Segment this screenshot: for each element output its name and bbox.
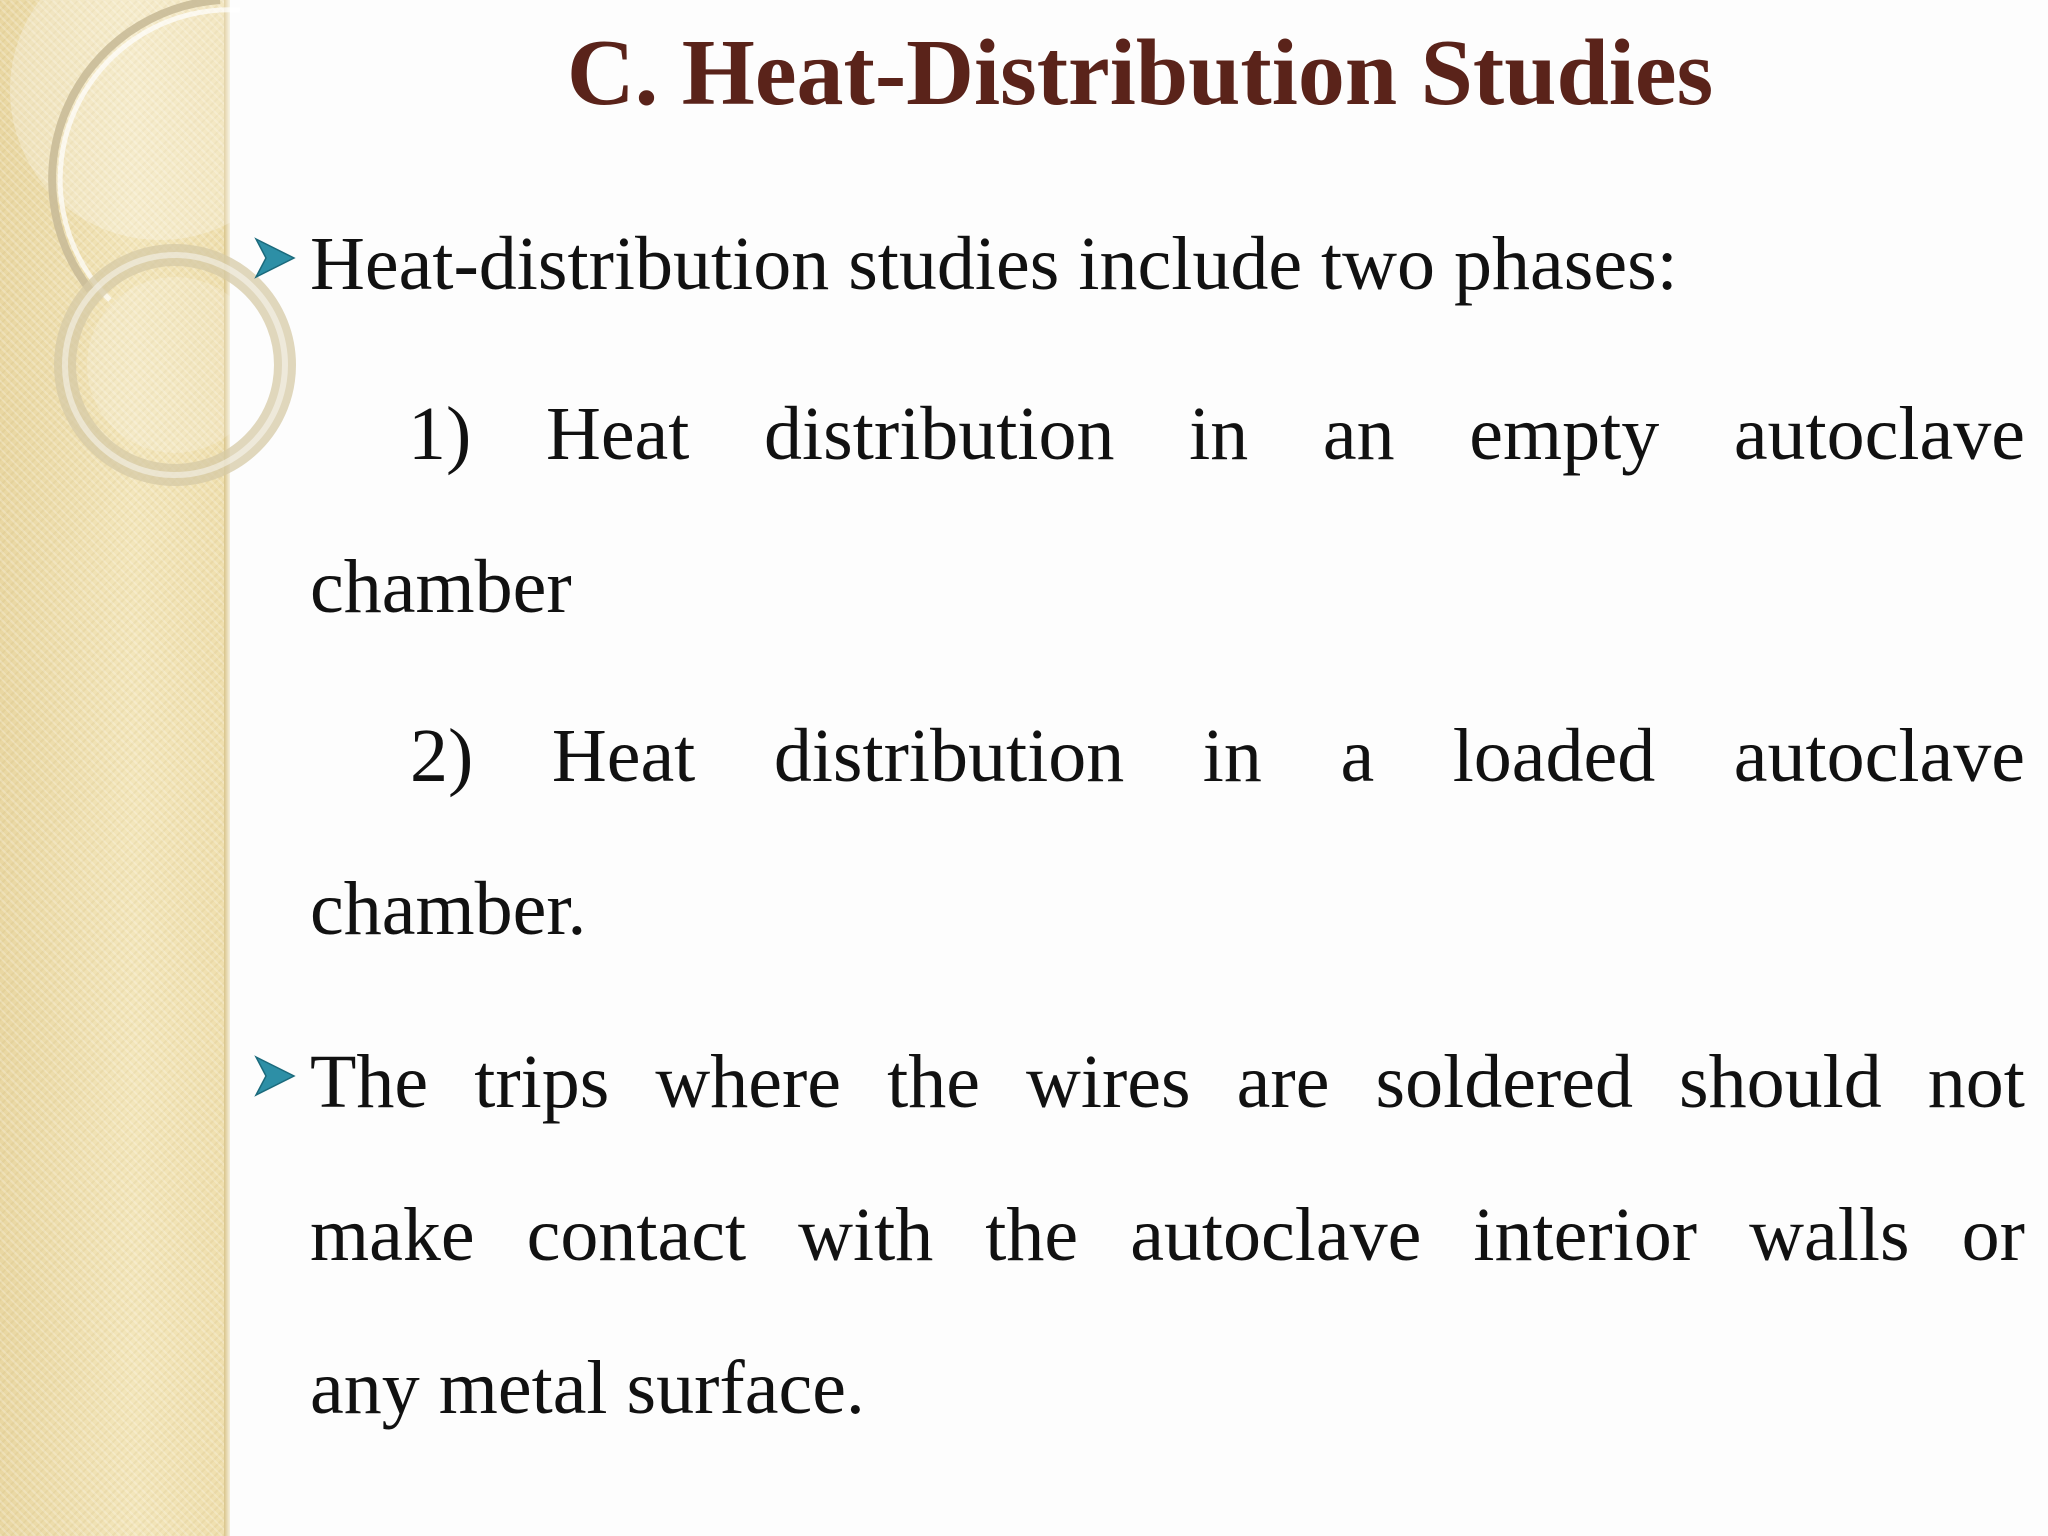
slide-title: C. Heat-Distribution Studies (566, 21, 1714, 125)
bullet-2-line-1: The trips where the wires are soldered should not (310, 1040, 2025, 1124)
bullet-1-item-1-continuation: chamber (310, 545, 572, 629)
bullet-1-line-1: Heat-distribution studies include two phases: (310, 222, 1678, 306)
bullet-1-item-2-continuation: chamber. (310, 867, 587, 951)
bullet-1-item-2-line: 2) Heat distribution in a loaded autoclave (410, 714, 2025, 798)
arrow-bullet-icon (252, 1053, 298, 1099)
bullet-2-line-2: make contact with the autoclave interior walls or (310, 1193, 2025, 1277)
bullet-1-item-1-line: 1) Heat distribution in an empty autoclave (408, 392, 2025, 476)
bullet-2-line-3: any metal surface. (310, 1346, 865, 1430)
arrow-bullet-icon (252, 235, 298, 281)
